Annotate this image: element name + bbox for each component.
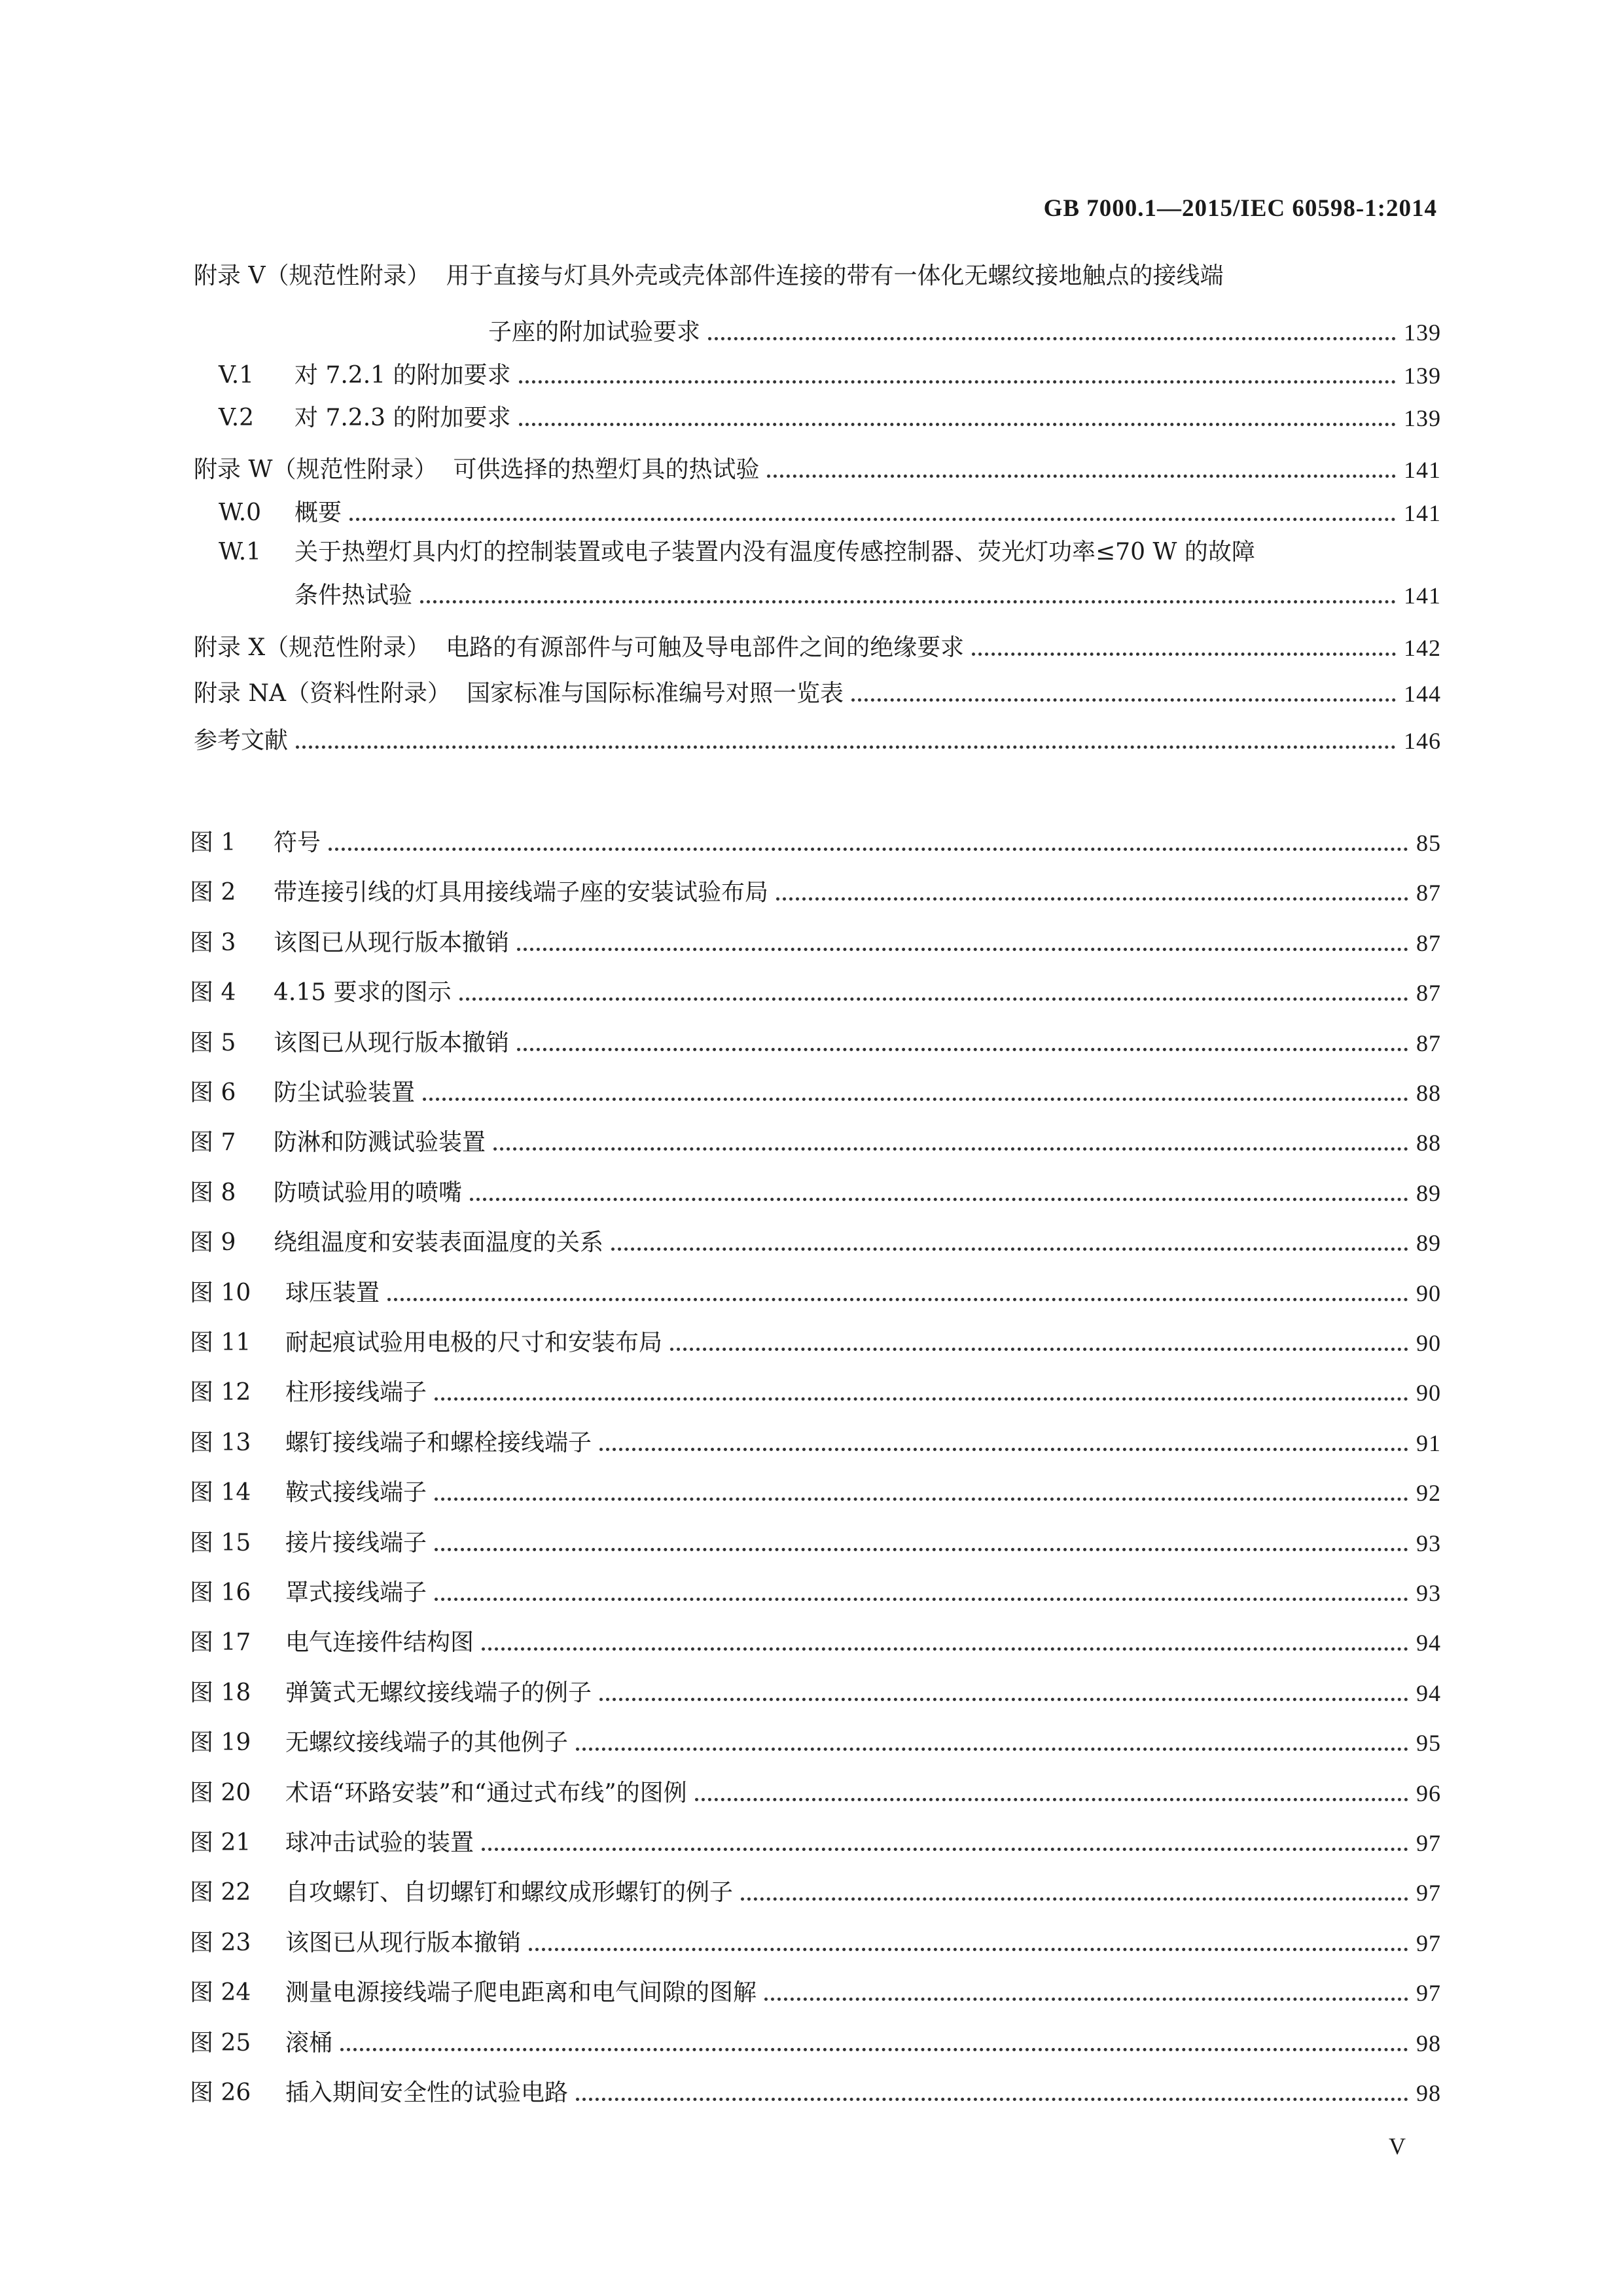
dot-leader (599, 1698, 1408, 1701)
figure-title: 符号 (274, 829, 321, 856)
dot-leader (576, 2098, 1408, 2101)
page-number: 87 (1416, 930, 1441, 956)
figure-title: 滚桶 (285, 2030, 333, 2056)
page-number: 89 (1416, 1180, 1441, 1206)
page-number: 92 (1416, 1480, 1441, 1506)
dot-leader (517, 1048, 1408, 1051)
page-number-roman: V (1389, 2133, 1406, 2159)
dot-leader (708, 337, 1396, 340)
dot-leader (387, 1298, 1408, 1301)
figure-number: 图 14 (190, 1479, 251, 1506)
dot-leader (435, 1397, 1408, 1401)
toc-entry-annex-v[interactable] (488, 318, 1441, 347)
figure-entry[interactable] (190, 1628, 1441, 1657)
figure-title: 术语“环路安装”和“通过式布线”的图例 (285, 1780, 687, 1806)
toc-entry-annex-na[interactable] (194, 679, 1441, 708)
figure-number: 图 20 (190, 1780, 251, 1806)
figure-entry[interactable] (190, 1429, 1441, 1458)
dot-leader (435, 1598, 1408, 1601)
figure-number: 图 9 (190, 1229, 236, 1256)
section-number: V.2 (219, 404, 255, 431)
dot-leader (851, 698, 1396, 702)
dot-leader (599, 1448, 1408, 1451)
figure-number: 图 4 (190, 979, 236, 1006)
page-number: 141 (1404, 583, 1441, 609)
section-number: V.1 (219, 362, 255, 389)
annex-w-title: 可供选择的热塑灯具的热试验 (453, 456, 760, 483)
page-number: 141 (1404, 500, 1441, 526)
references-title: 参考文献 (194, 727, 289, 754)
figure-entry[interactable] (190, 2079, 1441, 2108)
dot-leader (529, 1948, 1408, 1951)
section-number: W.1 (219, 539, 262, 565)
figure-title: 该图已从现行版本撤销 (274, 1030, 510, 1056)
page-number: 90 (1416, 1380, 1441, 1406)
page-number: 93 (1416, 1580, 1441, 1606)
dot-leader (764, 1998, 1408, 2001)
figure-entry[interactable] (190, 1829, 1441, 1857)
dot-leader (519, 423, 1397, 426)
figure-number: 图 6 (190, 1079, 236, 1106)
figure-number: 图 23 (190, 1929, 251, 1956)
dot-leader (776, 897, 1408, 901)
dot-leader (423, 1098, 1408, 1101)
toc-entry-references[interactable] (194, 726, 1441, 755)
dot-leader (767, 475, 1396, 478)
figure-entry[interactable] (190, 1279, 1441, 1308)
figure-number: 图 5 (190, 1030, 236, 1056)
figure-number: 图 8 (190, 1179, 236, 1206)
figure-number: 图 10 (190, 1280, 251, 1306)
figure-title: 测量电源接线端子爬电距离和电气间隙的图解 (285, 1979, 757, 2006)
page-number: 90 (1416, 1330, 1441, 1356)
figure-entry[interactable] (190, 1479, 1441, 1507)
toc-entry-v1[interactable] (219, 361, 1441, 390)
section-number: W.0 (219, 499, 262, 526)
figure-entry[interactable] (190, 1929, 1441, 1958)
page-number: 141 (1404, 457, 1441, 483)
figure-number: 图 18 (190, 1679, 251, 1706)
figure-number: 图 17 (190, 1629, 251, 1656)
figure-number: 图 16 (190, 1579, 251, 1606)
figure-number: 图 2 (190, 879, 236, 906)
annex-v-title-line1: 用于直接与灯具外壳或壳体部件连接的带有一体化无螺纹接地触点的接线端 (446, 262, 1224, 289)
figure-entry[interactable] (190, 1729, 1441, 1757)
figure-number: 图 19 (190, 1729, 251, 1756)
page-number: 87 (1416, 1030, 1441, 1056)
figure-number: 图 15 (190, 1530, 251, 1556)
page-number: 142 (1404, 635, 1441, 661)
page-number: 97 (1416, 1880, 1441, 1906)
figure-title: 鞍式接线端子 (285, 1479, 427, 1506)
page-number: 98 (1416, 2080, 1441, 2106)
dot-leader (519, 380, 1397, 384)
section-title-line2: 条件热试验 (294, 582, 413, 609)
figure-title: 该图已从现行版本撤销 (274, 929, 510, 956)
dot-leader (517, 948, 1408, 951)
page-number: 88 (1416, 1130, 1441, 1156)
figure-entry[interactable] (190, 878, 1441, 907)
page-number: 144 (1404, 681, 1441, 707)
figure-number: 图 13 (190, 1429, 251, 1456)
figure-entry[interactable] (190, 2029, 1441, 2058)
figure-title: 自攻螺钉、自切螺钉和螺纹成形螺钉的例子 (285, 1879, 734, 1906)
figure-entry[interactable] (190, 1529, 1441, 1558)
figure-entry[interactable] (190, 1128, 1441, 1157)
figure-title: 带连接引线的灯具用接线端子座的安装试验布局 (274, 879, 769, 906)
page-number: 96 (1416, 1780, 1441, 1806)
figure-number: 图 26 (190, 2079, 251, 2106)
standard-header: GB 7000.1—2015/IEC 60598-1:2014 (1043, 195, 1437, 222)
figure-title: 螺钉接线端子和螺栓接线端子 (285, 1429, 592, 1456)
figure-title: 防淋和防溅试验装置 (274, 1129, 486, 1156)
toc-entry-w1-line1[interactable] (219, 538, 1255, 567)
figure-number: 图 25 (190, 2030, 251, 2056)
figure-title: 弹簧式无螺纹接线端子的例子 (285, 1679, 592, 1706)
page-number: 139 (1404, 363, 1441, 389)
dot-leader (972, 653, 1396, 656)
figure-number: 图 1 (190, 829, 236, 856)
figure-title: 耐起痕试验用电极的尺寸和安装布局 (285, 1329, 663, 1356)
figure-number: 图 11 (190, 1329, 251, 1356)
page-number: 94 (1416, 1680, 1441, 1706)
page-number: 139 (1404, 319, 1441, 346)
page-number: 98 (1416, 2030, 1441, 2056)
figure-number: 图 12 (190, 1379, 251, 1406)
dot-leader (349, 518, 1396, 521)
figure-entry[interactable] (190, 978, 1441, 1007)
dot-leader (482, 1647, 1408, 1651)
page-number: 139 (1404, 405, 1441, 431)
dot-leader (576, 1748, 1408, 1751)
annex-x-label: 附录 X（规范性附录） (194, 634, 431, 661)
figure-title: 绕组温度和安装表面温度的关系 (274, 1229, 604, 1256)
page-number: 88 (1416, 1080, 1441, 1106)
page-number: 87 (1416, 980, 1441, 1006)
figure-number: 图 3 (190, 929, 236, 956)
figure-entry[interactable] (190, 1179, 1441, 1208)
dot-leader (420, 600, 1396, 603)
dot-leader (482, 1848, 1408, 1851)
page-number: 85 (1416, 830, 1441, 856)
figure-title: 该图已从现行版本撤销 (285, 1929, 522, 1956)
figure-number: 图 21 (190, 1829, 251, 1856)
page-number: 90 (1416, 1280, 1441, 1306)
dot-leader (611, 1247, 1408, 1251)
section-title: 概要 (294, 499, 342, 526)
toc-entry-annex-w[interactable] (194, 456, 1441, 484)
page-number: 93 (1416, 1530, 1441, 1556)
annex-na-title: 国家标准与国际标准编号对照一览表 (466, 680, 844, 707)
dot-leader (695, 1798, 1408, 1801)
figure-title: 防喷试验用的喷嘴 (274, 1179, 463, 1206)
dot-leader (741, 1897, 1408, 1901)
annex-x-title: 电路的有源部件与可触及导电部件之间的绝缘要求 (446, 634, 965, 661)
page-number: 94 (1416, 1630, 1441, 1656)
page-number: 87 (1416, 880, 1441, 906)
dot-leader (670, 1348, 1408, 1351)
figure-entry[interactable] (190, 1878, 1441, 1907)
figure-number: 图 24 (190, 1979, 251, 2006)
dot-leader (329, 848, 1408, 851)
figure-entry[interactable] (190, 1779, 1441, 1808)
figure-entry[interactable] (190, 1979, 1441, 2007)
dot-leader (435, 1498, 1408, 1501)
annex-v-label: 附录 V（规范性附录） (194, 262, 431, 289)
page-number: 97 (1416, 1930, 1441, 1956)
figure-entry[interactable] (190, 1229, 1441, 1257)
annex-v-heading (194, 262, 1223, 291)
figure-number: 图 7 (190, 1129, 236, 1156)
toc-entry-w1-line2[interactable] (294, 581, 1441, 610)
figure-title: 无螺纹接线端子的其他例子 (285, 1729, 569, 1756)
figure-title: 柱形接线端子 (285, 1379, 427, 1406)
annex-v-title-line2: 子座的附加试验要求 (488, 319, 701, 346)
annex-na-label: 附录 NA（资料性附录） (194, 680, 451, 707)
dot-leader (493, 1147, 1408, 1151)
dot-leader (459, 997, 1408, 1001)
dot-leader (296, 745, 1396, 749)
figure-title: 接片接线端子 (285, 1530, 427, 1556)
toc-entry-w0[interactable] (219, 499, 1441, 528)
page-number: 146 (1404, 728, 1441, 754)
page-number: 97 (1416, 1980, 1441, 2006)
figure-entry[interactable] (190, 1329, 1441, 1357)
figure-title: 4.15 要求的图示 (274, 979, 452, 1006)
section-title: 对 7.2.3 的附加要求 (294, 404, 511, 431)
figure-title: 球冲击试验的装置 (285, 1829, 474, 1856)
section-title: 对 7.2.1 的附加要求 (294, 362, 511, 389)
figure-title: 球压装置 (285, 1280, 380, 1306)
dot-leader (435, 1548, 1408, 1551)
figure-title: 防尘试验装置 (274, 1079, 416, 1106)
toc-entry-v2[interactable] (219, 404, 1441, 433)
annex-w-label: 附录 W（规范性附录） (194, 456, 438, 483)
figure-entry[interactable] (190, 829, 1441, 857)
dot-leader (340, 2048, 1408, 2051)
figure-entry[interactable] (190, 1079, 1441, 1107)
page-number: 89 (1416, 1230, 1441, 1256)
figure-entry[interactable] (190, 1029, 1441, 1058)
figure-entry[interactable] (190, 1378, 1441, 1407)
figure-title: 插入期间安全性的试验电路 (285, 2079, 569, 2106)
figure-entry[interactable] (190, 1679, 1441, 1708)
figure-number: 图 22 (190, 1879, 251, 1906)
section-title-line1: 关于热塑灯具内灯的控制装置或电子装置内没有温度传感控制器、荧光灯功率≤70 W 的故障 (294, 539, 1255, 565)
page-number: 97 (1416, 1830, 1441, 1856)
dot-leader (470, 1198, 1408, 1201)
figure-title: 电气连接件结构图 (285, 1629, 474, 1656)
toc-entry-annex-x[interactable] (194, 634, 1441, 662)
figure-entry[interactable] (190, 1579, 1441, 1607)
figure-entry[interactable] (190, 929, 1441, 958)
page-number: 91 (1416, 1430, 1441, 1456)
figure-title: 罩式接线端子 (285, 1579, 427, 1606)
page-number: 95 (1416, 1730, 1441, 1756)
